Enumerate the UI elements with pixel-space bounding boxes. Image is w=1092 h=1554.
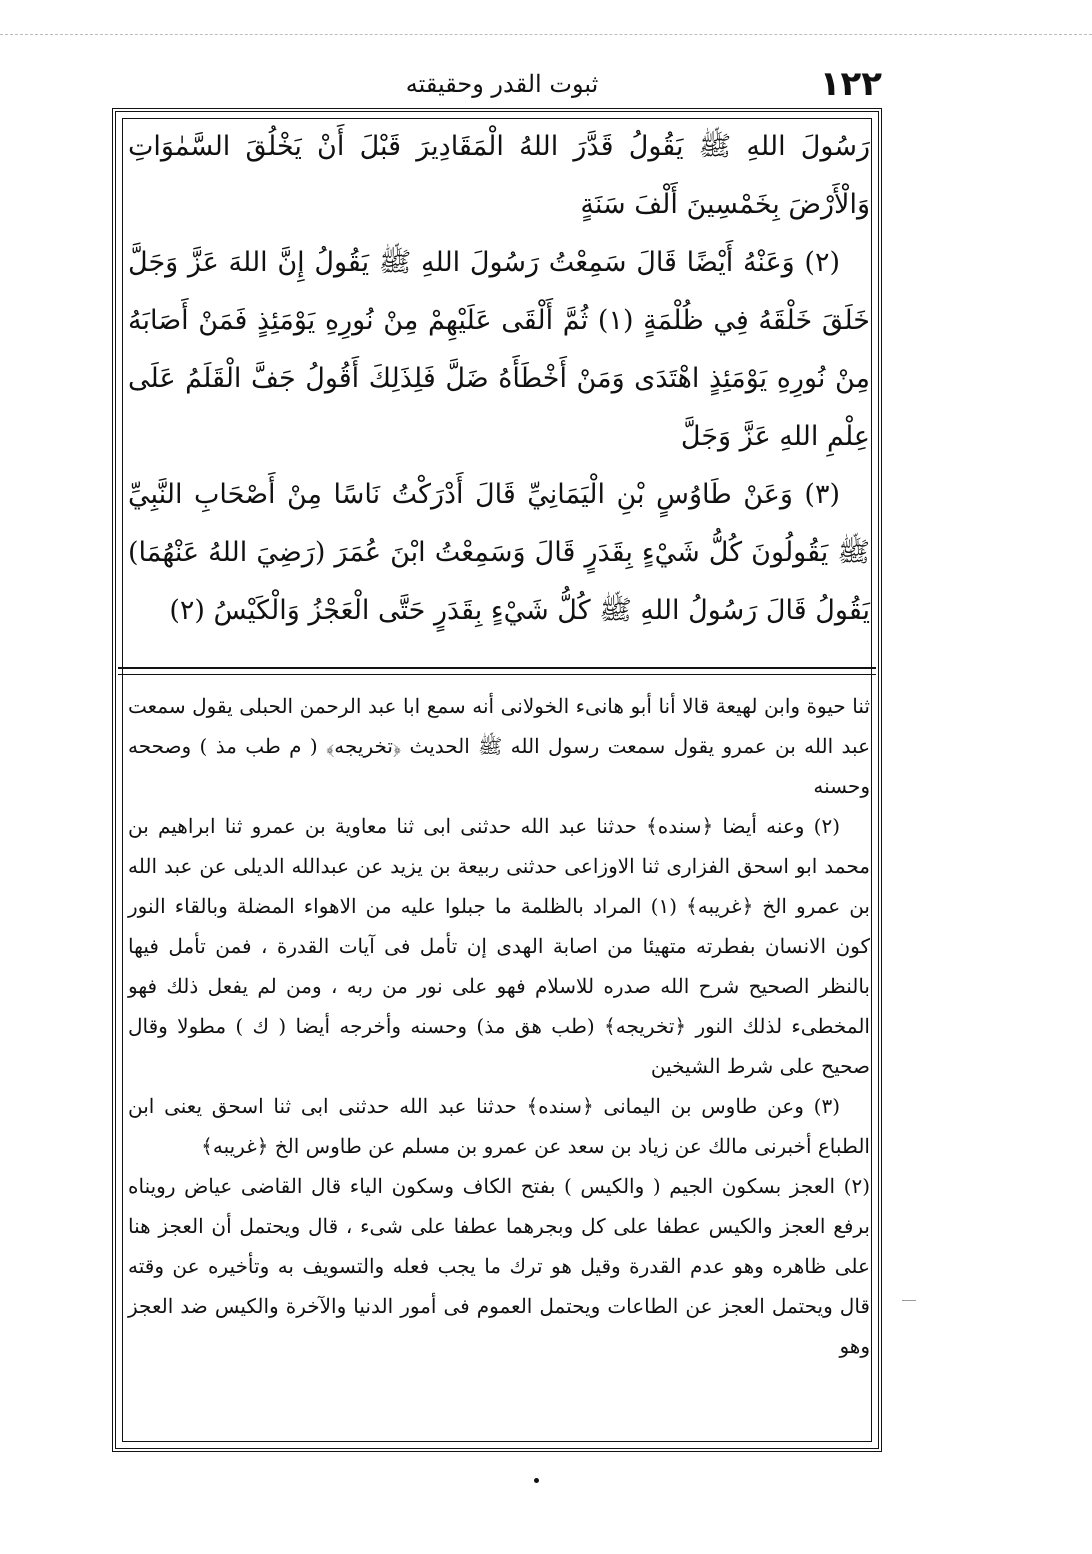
- footnotes-section: [128, 686, 870, 1366]
- footnote-1: ثنا حيوة وابن لهيعة قالا أنا أبو هانىء الخولانى أنه سمع ابا عبد الرحمن الحبلى يقول سمعت عبد الله بن عمرو يقول سمعت رسول الله ﷺ الحديث ﴿تخريجه﴾ ( م طب مذ ) وصححه وحسنه: [128, 694, 870, 798]
- scan-edge-line: [0, 34, 1092, 36]
- footnote-2: (٢) وعنه أيضا ﴿سنده﴾ حدثنا عبد الله حدثنى ابى ثنا معاوية بن عمرو ثنا ابراهيم بن محمد ابو اسحق الفزارى ثنا الاوزاعى حدثنى ربيعة بن يزيد عن عبدالله الديلى عن عبد الله بن عمرو الخ ﴿غريبه﴾ (١) المراد بالظلمة ما جبلوا عليه من الاهواء المضلة وبالقاء النور كون الانسان بفطرته متهيئا من اصابة الهدى إن تأمل فى آيات القدرة ، فمن تأمل فيها بالنظر الصحيح شرح الله صدره للاسلام فهو على نور من ربه ، ومن لم يفعل ذلك فهو المخطىء لذلك النور ﴿تخريجه﴾ (طب هق مذ) وحسنه وأخرجه أيضا ( ك ) مطولا وقال صحيح على شرط الشيخين: [128, 814, 871, 1078]
- scan-dot: [534, 1478, 539, 1483]
- hadith-paragraph-2: (٢) وَعَنْهُ أَيْضًا قَالَ سَمِعْتُ رَسُولَ اللهِ ﷺ يَقُولُ إِنَّ اللهَ عَزَّ وَجَلَّ خَلَقَ خَلْقَهُ فِي ظُلْمَةٍ (١) ثُمَّ أَلْقَى عَلَيْهِمْ مِنْ نُورِهِ يَوْمَئِذٍ فَمَنْ أَصَابَهُ مِنْ نُورِهِ يَوْمَئِذٍ اهْتَدَى وَمَنْ أَخْطَأَهُ ضَلَّ فَلِذَلِكَ أَقُولُ جَفَّ الْقَلَمُ عَلَى عِلْمِ اللهِ عَزَّ وَجَلَّ: [128, 247, 870, 452]
- scan-mark: [902, 1300, 916, 1301]
- page-header: [112, 62, 882, 106]
- hadith-paragraph-1: رَسُولَ اللهِ ﷺ يَقُولُ قَدَّرَ اللهُ الْمَقَادِيرَ قَبْلَ أَنْ يَخْلُقَ السَّمٰوَاتِ وَالْأَرْضَ بِخَمْسِينَ أَلْفَ سَنَةٍ: [128, 131, 870, 220]
- footnote-4: (٢) العجز بسكون الجيم ( والكيس ) بفتح الكاف وسكون الياء قال القاضى عياض رويناه برفع العجز والكيس عطفا على كل وبجرهما عطفا على شىء ، قال ويحتمل أن العجز هنا على ظاهره وهو عدم القدرة وقيل هو ترك ما يجب فعله والتسويف به وتأخيره عن وقته قال ويحتمل العجز عن الطاعات ويحتمل العموم فى أمور الدنيا والآخرة والكيس ضد العجز وهو: [128, 1174, 871, 1358]
- footnote-3: (٣) وعن طاوس بن اليمانى ﴿سنده﴾ حدثنا عبد الله حدثنى ابى ثنا اسحق يعنى ابن الطباع أخبرنى مالك عن زياد بن سعد عن عمرو بن مسلم عن طاوس الخ ﴿غريبه﴾: [128, 1094, 870, 1158]
- main-hadith-text: [128, 118, 870, 640]
- footnote-divider: [118, 667, 876, 675]
- hadith-paragraph-3: (٣) وَعَنْ طَاوُسٍ بْنِ الْيَمَانِيِّ قَالَ أَدْرَكْتُ نَاسًا مِنْ أَصْحَابِ النَّبِيِّ ﷺ يَقُولُونَ كُلُّ شَيْءٍ بِقَدَرٍ قَالَ وَسَمِعْتُ ابْنَ عُمَرَ (رَضِيَ اللهُ عَنْهُمَا) يَقُولُ قَالَ رَسُولُ اللهِ ﷺ كُلُّ شَيْءٍ بِقَدَرٍ حَتَّى الْعَجْزُ وَالْكَيْسُ (٢): [128, 479, 870, 626]
- running-title: ثبوت القدر وحقيقته: [405, 70, 599, 98]
- page-number: ١٢٢: [819, 64, 882, 104]
